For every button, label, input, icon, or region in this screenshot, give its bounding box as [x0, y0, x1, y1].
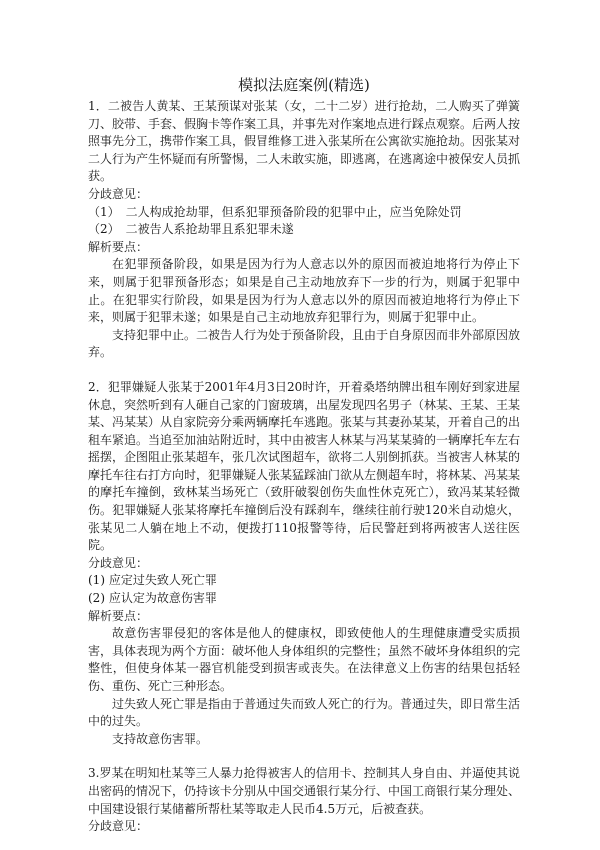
case-1-analysis-1: 在犯罪预备阶段，如果是因为行为人意志以外的原因而被迫地将行为停止下来，则属于犯罪预备形态；如果是自己主动地放弃下一步的行为，则属于犯罪中止。在犯罪实行阶段，如果是因为行为人意志以外的原因而被迫地将行为停止下来，则属于犯罪未遂；如果是自己主动地放弃犯罪行为，则属于犯罪中止。 [88, 257, 520, 325]
case-1-analysis-label: 解析要点： [88, 239, 149, 254]
case-1-option-2: （2） 二被告人系抢劫罪且系犯罪未遂 [88, 222, 294, 237]
section-spacer [88, 748, 520, 765]
case-2-analysis-3: 支持故意伤害罪。 [112, 731, 209, 746]
case-2-analysis-1: 故意伤害罪侵犯的客体是他人的健康权，即致使他人的生理健康遭受实质损害，具体表现为两个方面：破坏他人身体组织的完整性；虽然不破坏身体组织的完整性，但使身体某一器官机能受到损害或丧失。在法律意义上伤害的结果包括轻伤、重伤、死亡三种形态。 [88, 626, 521, 693]
section-spacer [88, 362, 520, 379]
case-1-option-1: （1） 二人构成抢劫罪，但系犯罪预备阶段的犯罪中止，应当免除处罚 [88, 204, 462, 219]
case-2-option-2: (2) 应认定为故意伤害罪 [88, 591, 217, 606]
page-title: 模拟法庭案例(精选) [238, 76, 370, 94]
case-2-disputes-label: 分歧意见： [88, 555, 149, 570]
case-2 [88, 379, 520, 748]
case-2-facts: 2．犯罪嫌疑人张某于2001年4月3日20时许，开着桑塔纳牌出租车刚好到家进屋休息，突然听到有人砸自己家的门窗玻璃，出屋发现四名男子（林某、王某、王某某、冯某某）从自家院旁分乘两辆摩托车逃跑。张某与其妻孙某某，开着自己的出租车紧追。当追至加油站附近时，其中由被害人林某与冯某某骑的一辆摩托车左右摇摆，企图阻止张某超车，张几次试图超车，欲将二人别倒抓获。当被害人林某的摩托车往右打方向时，犯罪嫌疑人张某猛踩油门欲从左侧超车时，将林某、冯某某的摩托车撞倒，致林某当场死亡（致肝破裂创伤失血性休克死亡），致冯某某轻微伤。犯罪嫌疑人张某将摩托车撞倒后没有踩刹车，继续往前行驶120米自动熄火，张某见二人躺在地上不动，便拨打110报警等待，后民警赶到将两被害人送往医院。 [88, 379, 521, 553]
case-3-disputes-label: 分歧意见： [88, 819, 149, 834]
case-2-analysis-2: 过失致人死亡罪是指由于普通过失而致人死亡的行为。普通过失，即日常生活中的过失。 [88, 696, 521, 729]
case-1-disputes-label: 分歧意见： [88, 186, 149, 201]
case-1-analysis-2: 支持犯罪中止。二被告人行为处于预备阶段，且由于自身原因而非外部原因放弃。 [88, 327, 521, 360]
case-1 [88, 98, 520, 362]
case-2-analysis-label: 解析要点： [88, 608, 149, 623]
case-2-option-1: (1) 应定过失致人死亡罪 [88, 573, 217, 588]
case-3-facts: 3.罗某在明知杜某等三人暴力抢得被害人的信用卡、控制其人身自由、并逼使其说出密码的情况下，仍持该卡分别从中国交通银行某分行、中国工商银行某分理处、中国建设银行某储蓄所帮杜某等取走人民币4.5万元，后被查获。 [88, 766, 521, 816]
case-3 [88, 765, 520, 835]
case-1-facts: 1．二被告人黄某、王某预谋对张某（女，二十二岁）进行抢劫，二人购买了弹簧刀、胶带、手套、假胸卡等作案工具，并事先对作案地点进行踩点观察。后两人按照事先分工，携带作案工具，假冒维修工进入张某所在公寓欲实施抢劫。因张某对二人行为产生怀疑而有所警惕，二人未敢实施，即逃离，在逃离途中被保安人员抓获。 [88, 99, 521, 184]
